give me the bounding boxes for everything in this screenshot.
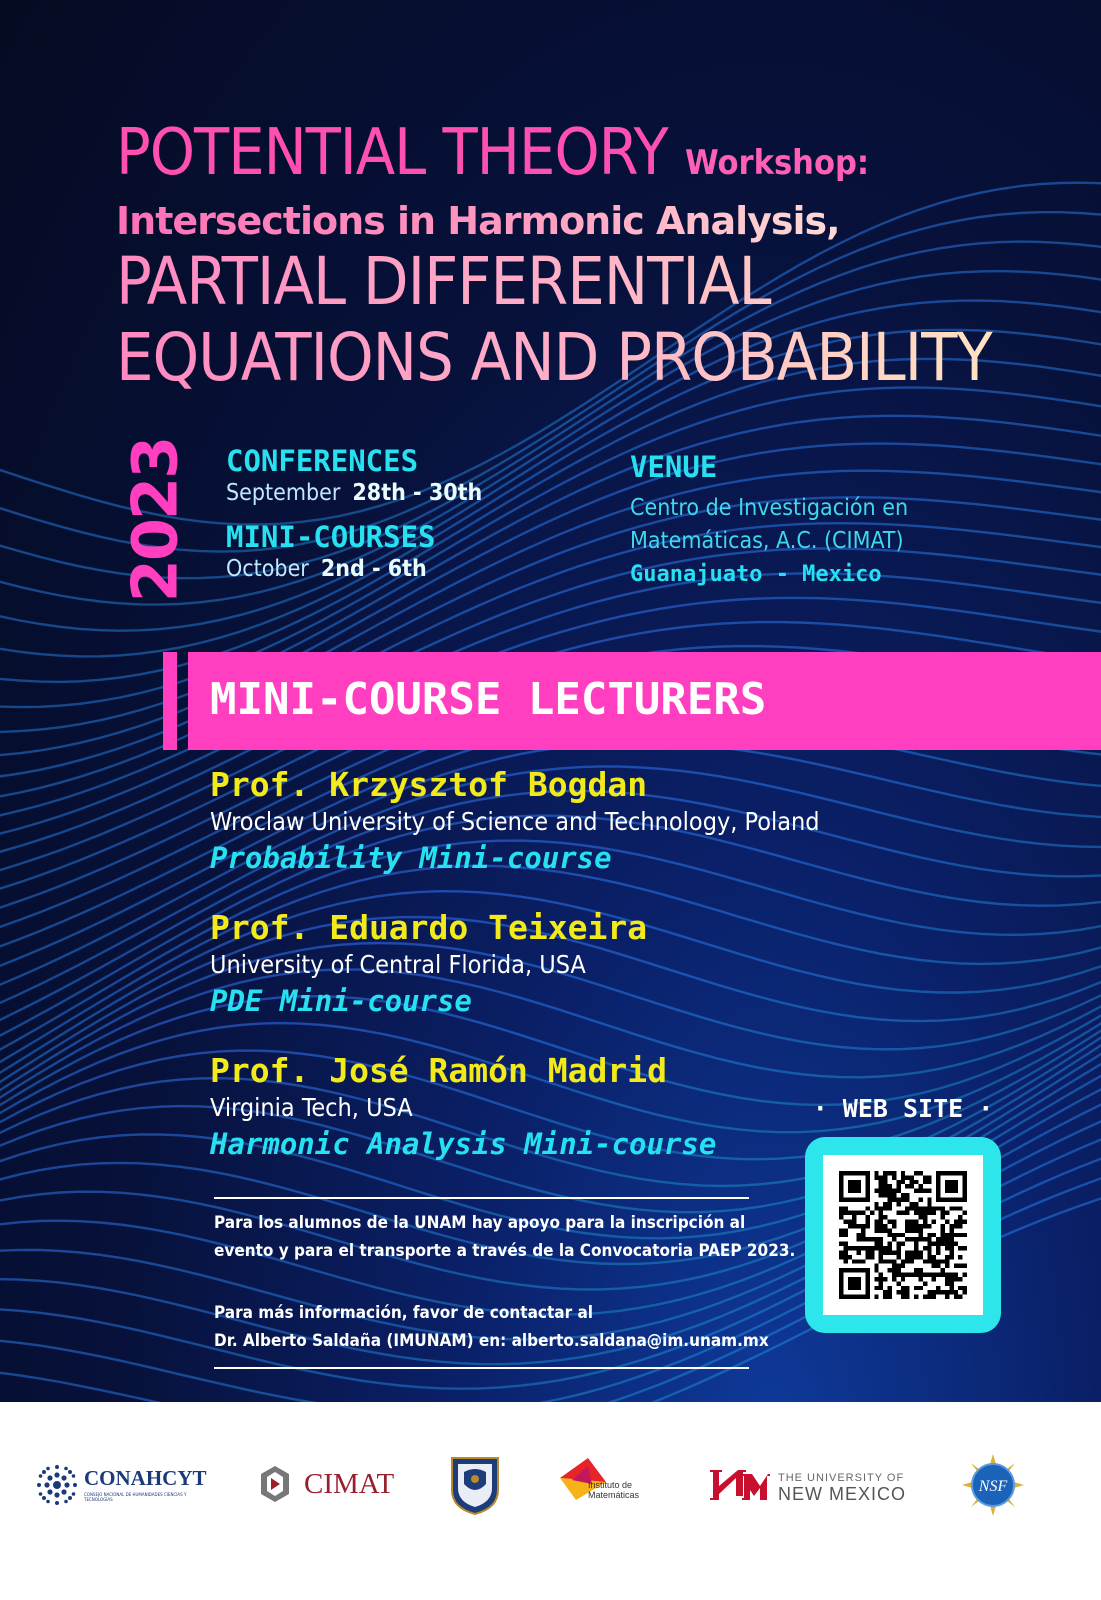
nsf-text: NSF — [978, 1478, 1008, 1495]
minicourses-days: 2nd - 6th — [320, 556, 427, 582]
info-note — [214, 1197, 796, 1369]
unm-line-2: NEW MEXICO — [778, 1484, 907, 1504]
lecturer — [210, 765, 890, 877]
sponsor-logo-strip — [0, 1402, 1101, 1600]
contact-email-line[interactable]: Dr. Alberto Saldaña (IMUNAM) en: alberto.saldana@im.unam.mx — [214, 1331, 769, 1351]
minicourses-month: October — [226, 556, 309, 582]
unm-emblem-icon — [708, 1466, 770, 1504]
unm-line-1: THE UNIVERSITY OF — [778, 1472, 905, 1484]
lecturer-name: Prof. José Ramón Madrid — [210, 1051, 667, 1090]
cimat-logo — [258, 1464, 408, 1508]
conferences-label: CONFERENCES — [226, 444, 419, 478]
website-label: · WEB SITE · — [812, 1094, 994, 1123]
qr-code[interactable] — [823, 1155, 983, 1315]
lecturer — [210, 908, 890, 1020]
minicourses-label: MINI-COURSES — [226, 520, 436, 554]
venue-label: VENUE — [630, 450, 718, 484]
lecturer-name: Prof. Eduardo Teixeira — [210, 908, 648, 947]
lecturer-name: Prof. Krzysztof Bogdan — [210, 765, 648, 804]
lecturer-affiliation: University of Central Florida, USA — [210, 950, 586, 979]
conahcyt-subtitle: CONSEJO NACIONAL DE HUMANIDADES CIENCIAS Y TECNOLOGÍAS — [84, 1492, 187, 1502]
instituto-matematicas-logo — [558, 1456, 668, 1512]
lecturer-affiliation: Virginia Tech, USA — [210, 1093, 413, 1122]
title-line-3: PARTIAL DIFFERENTIAL — [116, 244, 1016, 320]
title-line-4: EQUATIONS AND PROBABILITY — [116, 320, 1016, 396]
lecturers-banner — [188, 652, 1101, 750]
venue — [630, 450, 908, 592]
unam-shield-icon — [448, 1454, 502, 1516]
title-line-2: Intersections in Harmonic Analysis, — [116, 198, 1016, 244]
minicourses-dates — [226, 554, 482, 584]
note-line: evento y para el transporte a través de la Convocatoria PAEP 2023. — [214, 1241, 796, 1261]
unm-logo — [708, 1466, 918, 1506]
venue-city: Guanajuato - Mexico — [630, 562, 882, 587]
note-line: Para los alumnos de la UNAM hay apoyo para la inscripción al — [214, 1213, 746, 1233]
banner-title: MINI-COURSE LECTURERS — [210, 674, 767, 725]
lecturer — [210, 1051, 890, 1163]
instituto-matematicas-text — [588, 1480, 639, 1500]
year-vertical — [110, 437, 200, 603]
conahcyt-emblem-icon — [36, 1464, 78, 1506]
note-line: Para más información, favor de contactar al — [214, 1303, 594, 1323]
title-workshop: Workshop: — [684, 143, 870, 183]
schedule — [226, 444, 482, 596]
nsf-logo — [962, 1454, 1024, 1516]
conahcyt-logo — [36, 1464, 216, 1512]
title-main: POTENTIAL THEORY — [116, 116, 668, 190]
unam-shield-logo — [448, 1454, 502, 1516]
cimat-wordmark: CIMAT — [304, 1468, 395, 1500]
banner-accent-bar — [163, 652, 177, 750]
qr-code-icon — [839, 1171, 967, 1299]
im-line-2: Matemáticas — [588, 1490, 640, 1500]
conferences-dates — [226, 478, 482, 508]
conferences-days: 28th - 30th — [352, 480, 483, 506]
year-text: 2023 — [118, 437, 192, 603]
conferences-month: September — [226, 480, 341, 506]
nsf-globe-icon — [962, 1454, 1024, 1516]
lecturer-course: Harmonic Analysis Mini-course — [210, 1127, 717, 1161]
conahcyt-wordmark: CONAHCYT — [84, 1466, 207, 1490]
venue-line-1: Centro de Investigación en — [630, 495, 909, 521]
lecturer-affiliation: Wroclaw University of Science and Technology, Poland — [210, 807, 820, 836]
lecturer-course: PDE Mini-course — [210, 984, 472, 1018]
qr-code-frame[interactable] — [805, 1137, 1001, 1333]
venue-line-2: Matemáticas, A.C. (CIMAT) — [630, 528, 904, 554]
title-block — [116, 118, 1016, 396]
im-line-1: Instituto de — [588, 1480, 633, 1490]
cimat-emblem-icon — [258, 1464, 292, 1504]
lecturer-course: Probability Mini-course — [210, 841, 612, 875]
title-line-1 — [116, 118, 1016, 198]
